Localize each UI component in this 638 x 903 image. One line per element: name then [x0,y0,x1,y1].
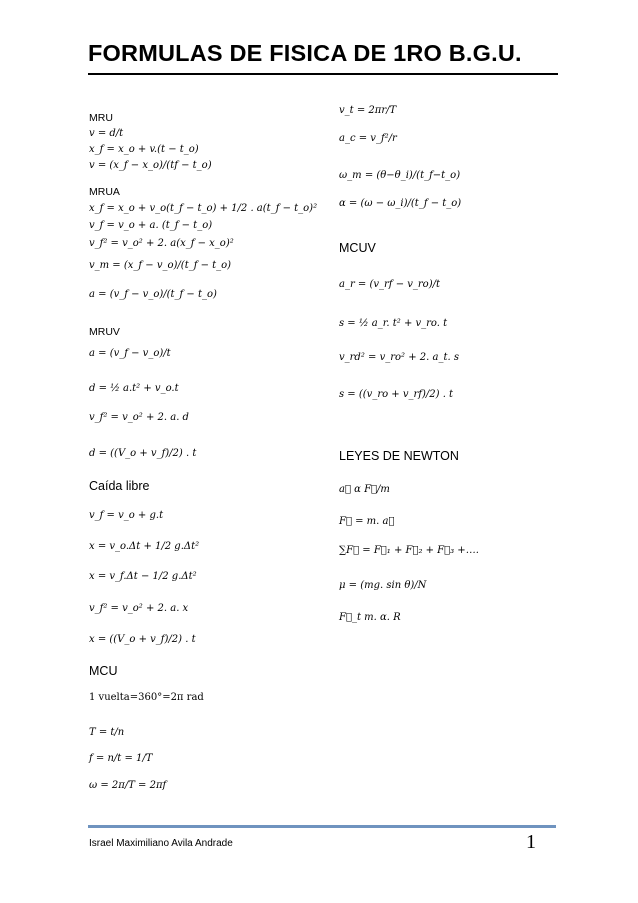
formula-line: x = v_o.Δt + 1/2 g.Δt² [89,541,200,552]
formula-line: T = t/n [89,727,125,738]
formula-line: v_f² = v_o² + 2. a. x [89,603,189,614]
formula-line: d = ((V_o + v_f)/2) . t [89,448,197,459]
formula-line: d = ½ a.t² + v_o.t [89,383,179,394]
formula-line: v_f² = v_o² + 2. a. d [89,412,189,423]
footer-author: Israel Maximiliano Avila Andrade [89,838,233,849]
formula-line: v_t = 2πr/T [339,105,397,116]
section-heading-mcuv: MCUV [339,241,376,255]
formula-line: F⃗ = m. a⃗ [339,516,395,527]
formula-line: v_m = (x_f − v_o)/(t_f − t_o) [89,260,232,271]
formula-line: ∑F⃗ = F⃗₁ + F⃗₂ + F⃗₃ +…. [339,545,479,556]
page-number: 1 [526,831,536,853]
formula-line: 1 vuelta=360°=2π rad [89,692,204,703]
formula-line: s = ((v_ro + v_rf)/2) . t [339,389,454,400]
formula-line: v_f = v_o + a. (t_f − t_o) [89,220,213,231]
section-heading-mcu: MCU [89,664,118,678]
formula-line: s = ½ a_r. t² + v_ro. t [339,318,448,329]
formula-line: a = (v_f − v_o)/(t_f − t_o) [89,289,217,300]
footer-rule [88,825,556,828]
formula-line: v = (x_f − x_o)/(tf − t_o) [89,160,212,171]
formula-line: x_f = x_o + v.(t − t_o) [89,144,199,155]
formula-line: v = d/t [89,128,124,139]
formula-line: ω = 2π/T = 2πf [89,780,167,791]
formula-line: a = (v_f − v_o)/t [89,348,171,359]
section-heading-leyes-de-newton: LEYES DE NEWTON [339,449,459,463]
formula-line: μ = (mg. sin θ)/N [339,580,427,591]
formula-line: a_r = (v_rf − v_ro)/t [339,279,440,290]
section-heading-mruv: MRUV [89,326,120,338]
formula-line: v_f² = v_o² + 2. a(x_f − x_o)² [89,238,234,249]
formula-line: x = v_f.Δt − 1/2 g.Δt² [89,571,197,582]
page-title: FORMULAS DE FISICA DE 1RO B.G.U. [88,40,522,66]
formula-line: a⃗ α F⃗/m [339,484,390,495]
formula-line: x = ((V_o + v_f)/2) . t [89,634,196,645]
formula-line: v_rd² = v_ro² + 2. a_t. s [339,352,459,363]
section-heading-mrua: MRUA [89,186,120,198]
formula-line: x_f = x_o + v_o(t_f − t_o) + 1/2 . a(t_f − t_o)² [89,203,318,214]
formula-line: a_c = v_f²/r [339,133,397,144]
section-heading-mru: MRU [89,112,113,124]
formula-line: v_f = v_o + g.t [89,510,164,521]
title-underline [88,73,558,75]
formula-line: ω_m = (θ−θ_i)/(t_f−t_o) [339,170,461,181]
formula-line: f = n/t = 1/T [89,753,153,764]
formula-line: F⃗_t m. α. R [339,612,401,623]
section-heading-caida-libre: Caída libre [89,479,150,493]
formula-line: α = (ω − ω_i)/(t_f − t_o) [339,198,462,209]
